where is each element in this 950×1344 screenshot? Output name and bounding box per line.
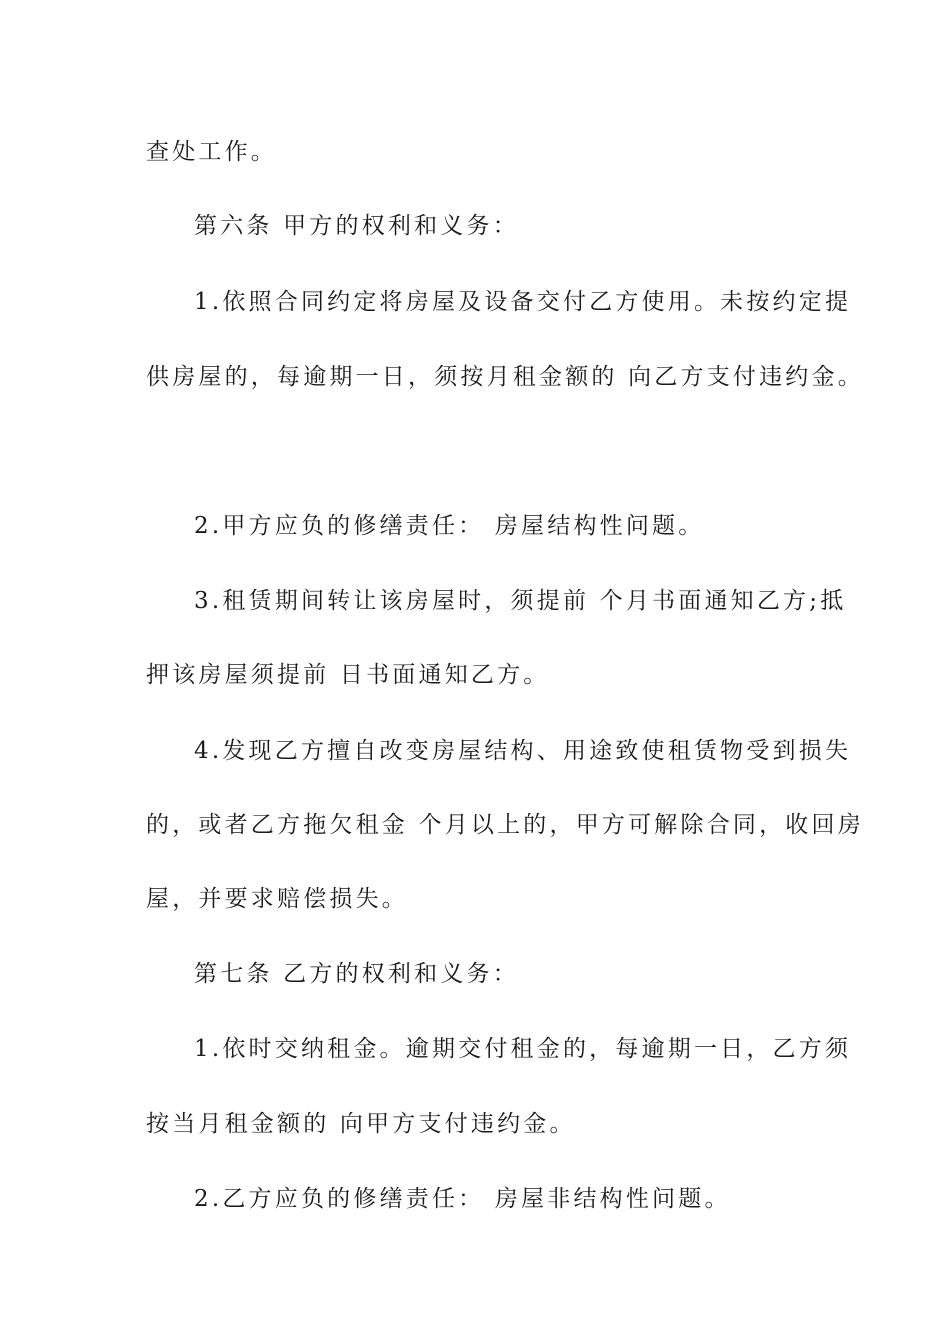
text-line: 2.乙方应负的修缮责任： 房屋非结构性问题。 bbox=[194, 1186, 731, 1212]
text-line: 供房屋的，每逾期一日，须按月租金额的 向乙方支付违约金。 bbox=[146, 364, 864, 390]
article-heading: 第六条 甲方的权利和义务： bbox=[194, 213, 519, 239]
text-line: 4.发现乙方擅自改变房屋结构、用途致使租赁物受到损失 bbox=[194, 738, 852, 764]
text-line: 1.依时交纳租金。逾期交付租金的，每逾期一日，乙方须 bbox=[194, 1036, 852, 1062]
text-line: 3.租赁期间转让该房屋时，须提前 个月书面通知乙方;抵 bbox=[194, 588, 847, 614]
text-line: 的，或者乙方拖欠租金 个月以上的，甲方可解除合同，收回房 bbox=[146, 812, 864, 838]
text-line: 按当月租金额的 向甲方支付违约金。 bbox=[146, 1111, 576, 1137]
text-line: 押该房屋须提前 日书面通知乙方。 bbox=[146, 662, 550, 688]
text-line: 屋，并要求赔偿损失。 bbox=[146, 886, 408, 912]
text-line: 2.甲方应负的修缮责任： 房屋结构性问题。 bbox=[194, 513, 705, 539]
text-line: 查处工作。 bbox=[146, 139, 277, 165]
article-heading: 第七条 乙方的权利和义务： bbox=[194, 961, 519, 987]
text-line: 1.依照合同约定将房屋及设备交付乙方使用。未按约定提 bbox=[194, 289, 852, 315]
